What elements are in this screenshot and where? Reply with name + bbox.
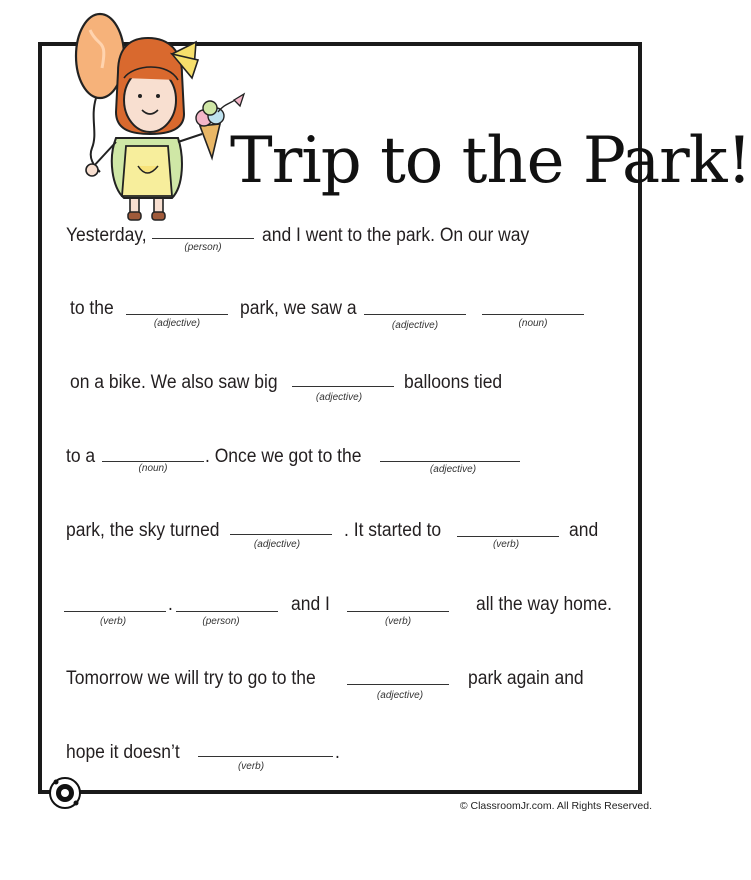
story-text: hope it doesn’t xyxy=(66,742,180,763)
story-text: . It started to xyxy=(344,520,442,541)
blank-adjective[interactable] xyxy=(292,386,394,387)
classroomjr-logo-icon xyxy=(48,776,82,810)
story-text: park, the sky turned xyxy=(66,520,220,541)
story-text: to the xyxy=(70,298,114,319)
blank-hint: (person) xyxy=(202,616,240,627)
blank-hint: (verb) xyxy=(237,761,265,772)
story-text: all the way home. xyxy=(476,594,613,615)
blank-hint: (person) xyxy=(184,242,222,253)
story-text: and xyxy=(569,520,599,541)
story-text: and I xyxy=(291,594,330,615)
blank-adjective[interactable] xyxy=(364,314,466,315)
copyright-text: © ClassroomJr.com. All Rights Reserved. xyxy=(459,800,652,812)
blank-person[interactable] xyxy=(176,611,278,612)
blank-hint: (noun) xyxy=(138,463,168,474)
blank-hint: (verb) xyxy=(99,616,127,627)
blank-adjective[interactable] xyxy=(380,461,520,462)
blank-hint: (adjective) xyxy=(429,464,477,475)
blank-adjective[interactable] xyxy=(347,684,449,685)
blank-hint: (adjective) xyxy=(315,392,363,403)
story-text: on a bike. We also saw big xyxy=(70,372,278,393)
blank-hint: (verb) xyxy=(384,616,412,627)
story-text: park, we saw a xyxy=(240,298,357,319)
story-text: balloons tied xyxy=(404,372,503,393)
blank-noun[interactable] xyxy=(102,461,204,462)
story-text: park again and xyxy=(468,668,584,689)
blank-hint: (adjective) xyxy=(253,539,301,550)
blank-adjective[interactable] xyxy=(126,314,228,315)
story-text: . Once we got to the xyxy=(205,446,362,467)
blank-hint: (adjective) xyxy=(391,320,439,331)
blank-hint: (adjective) xyxy=(376,690,424,701)
blank-verb[interactable] xyxy=(347,611,449,612)
blank-adjective[interactable] xyxy=(230,534,332,535)
blank-person[interactable] xyxy=(152,238,254,239)
blank-verb[interactable] xyxy=(457,536,559,537)
blank-hint: (verb) xyxy=(492,539,520,550)
story-text: Yesterday, xyxy=(66,225,147,246)
blank-verb[interactable] xyxy=(198,756,333,757)
story-text: to a xyxy=(66,446,96,467)
blank-verb[interactable] xyxy=(64,611,166,612)
blank-noun[interactable] xyxy=(482,314,584,315)
blank-hint: (adjective) xyxy=(153,318,201,329)
blank-hint: (noun) xyxy=(518,318,548,329)
page-title: Trip to the Park! xyxy=(230,124,751,198)
story-text: . xyxy=(335,742,340,763)
story-text: and I went to the park. On our way xyxy=(262,225,530,246)
story-text: Tomorrow we will try to go to the xyxy=(66,668,316,689)
story-text: . xyxy=(168,594,173,615)
